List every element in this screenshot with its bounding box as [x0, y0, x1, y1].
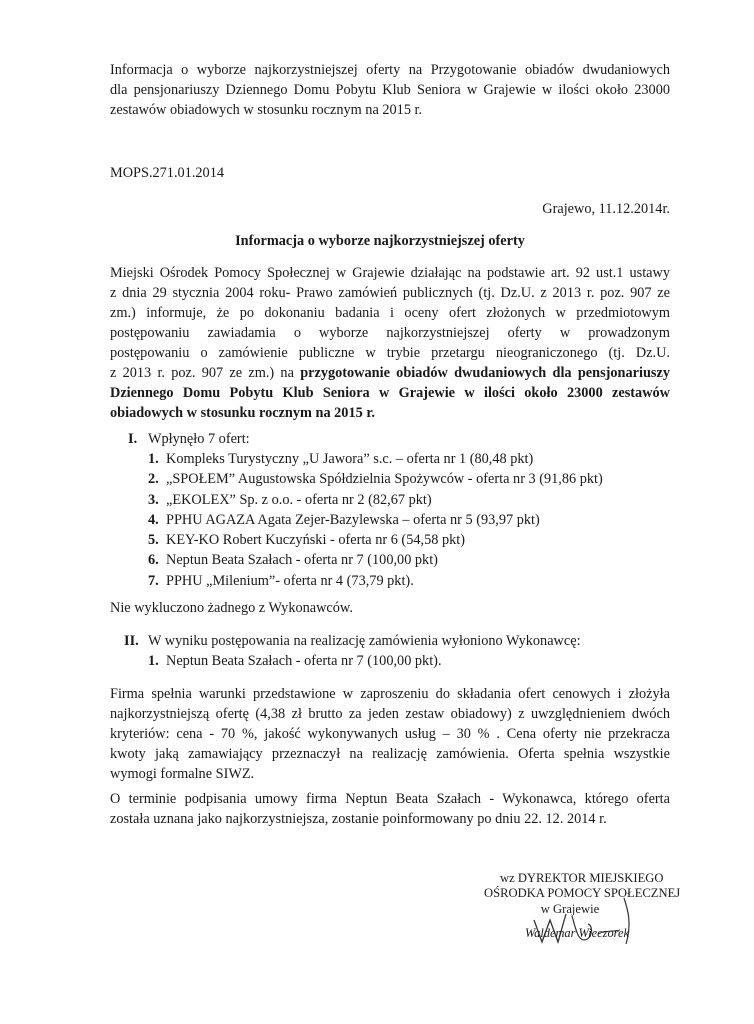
- intro-line: zm.) informuje, że po dokonaniu badania i oceny ofert złożonych w przedmiotowym: [110, 305, 670, 321]
- winner-number: 1.: [148, 653, 159, 669]
- section-1-heading: Wpłynęło 7 ofert:: [148, 431, 250, 447]
- section-2-numeral: II.: [124, 633, 139, 649]
- no-exclusion-note: Nie wykluczono żadnego z Wykonawców.: [110, 600, 353, 616]
- offer-item: [148, 490, 688, 510]
- header-line: Informacja o wyborze najkorzystniejszej oferty na Przygotowanie obiadów dwudaniowych: [110, 62, 670, 78]
- winner-list: [148, 651, 688, 671]
- offer-item: [148, 530, 688, 550]
- offer-number: 1.: [148, 451, 159, 467]
- intro-line: Miejski Ośrodek Pomocy Społecznej w Grajewie działając na podstawie art. 92 ust.1 ustawy: [110, 265, 670, 281]
- place-date: Grajewo, 11.12.2014r.: [542, 201, 670, 217]
- document-header: [110, 60, 670, 120]
- offers-list: [148, 449, 688, 591]
- intro-line-mixed: [110, 363, 670, 383]
- offer-number: 2.: [148, 471, 159, 488]
- offer-item: [148, 449, 688, 469]
- header-line: dla pensjonariuszy Dziennego Domu Pobytu Klub Seniora w Grajewie w ilości około 23000: [110, 82, 670, 98]
- reference-number: MOPS.271.01.2014: [110, 165, 224, 181]
- offer-number: 5.: [148, 532, 159, 549]
- offer-number: 6.: [148, 552, 159, 569]
- handwritten-signature-icon: [528, 890, 648, 950]
- intro-bold-fragment: przygotowanie obiadów dwudaniowych dla pensjonariuszy: [300, 365, 670, 381]
- title-text: Informacja o wyborze najkorzystniejszej oferty: [235, 233, 525, 249]
- stamp-line-2: OŚRODKA POMOCY SPOŁECZNEJ: [484, 886, 681, 900]
- intro-paragraph: [110, 263, 670, 423]
- winner-item: [148, 651, 688, 671]
- criteria-paragraph: [110, 684, 670, 784]
- offer-number: 4.: [148, 511, 159, 528]
- offer-text: KEY-KO Robert Kuczyński - oferta nr 6 (54,58 pkt): [166, 532, 465, 549]
- section-1-numeral: I.: [128, 431, 138, 447]
- signatory-name-text: Waldemar Wieczorek: [524, 926, 630, 940]
- stamp-line-1: wz DYREKTOR MIEJSKIEGO: [500, 871, 664, 885]
- intro-line: postępowaniu o zamówienie publiczne w trybie przetargu nieograniczonego (tj. Dz.U.: [110, 345, 670, 361]
- offer-item: [148, 571, 688, 591]
- document-title: [80, 231, 680, 251]
- offer-item: [148, 469, 688, 489]
- intro-line: postępowaniu zawiadamia o wyborze najkorzystniejszej oferty w prowadzonym: [110, 325, 670, 341]
- intro-bold-line: obiadowych w stosunku rocznym na 2015 r.: [110, 405, 375, 421]
- intro-bold-line: Dziennego Domu Pobytu Klub Seniora w Grajewie w ilości około 23000 zestawów: [110, 385, 670, 401]
- signing-line: została uznana jako najkorzystniejsza, zostanie poinformowany po dniu 22. 12. 2014 r.: [110, 811, 607, 827]
- offer-text: „SPOŁEM” Augustowska Spółdzielnia Spożywców - oferta nr 3 (91,86 pkt): [166, 471, 603, 488]
- stamp-line-3: w Grajewie: [540, 902, 600, 916]
- criteria-line: kryteriów: cena - 70 %, jakość wykonywanych usług – 30 % . Cena oferty nie przekracza: [110, 726, 670, 742]
- offer-number: 7.: [148, 572, 159, 589]
- intro-plain-fragment: z 2013 r. poz. 907 ze zm.) na: [110, 365, 301, 381]
- offer-text: PPHU AGAZA Agata Zejer-Bazylewska – oferta nr 5 (93,97 pkt): [166, 511, 540, 528]
- criteria-line: kwoty jaką zamawiający przeznaczył na realizację zamówienia. Oferta spełnia wszystkie: [110, 746, 670, 762]
- criteria-line: Firma spełnia warunki przedstawione w zaproszeniu do składania ofert cenowych i złożyła: [110, 686, 670, 702]
- offer-text: Neptun Beata Szałach - oferta nr 7 (100,00 pkt): [166, 552, 438, 569]
- criteria-line: najkorzystniejszą ofertę (4,38 zł brutto za jeden zestaw obiadowy) z uwzględnieniem dwóch: [110, 706, 670, 722]
- header-line: zestawów obiadowych w stosunku rocznym na 2015 r.: [110, 102, 423, 118]
- offer-number: 3.: [148, 491, 159, 508]
- signing-paragraph: [110, 789, 670, 829]
- offer-text: „EKOLEX” Sp. z o.o. - oferta nr 2 (82,67 pkt): [166, 491, 432, 508]
- signatory-name: [512, 926, 642, 941]
- signing-line: O terminie podpisania umowy firma Neptun Beata Szałach - Wykonawca, którego oferta: [110, 791, 670, 807]
- offer-text: PPHU „Milenium”- oferta nr 4 (73,79 pkt).: [166, 572, 414, 589]
- offer-item: [148, 550, 688, 570]
- offer-item: [148, 510, 688, 530]
- offer-text: Kompleks Turystyczny „U Jawora” s.c. – oferta nr 1 (80,48 pkt): [166, 451, 534, 467]
- winner-text: Neptun Beata Szałach - oferta nr 7 (100,00 pkt).: [166, 653, 442, 669]
- section-2-heading: W wyniku postępowania na realizację zamówienia wyłoniono Wykonawcę:: [148, 633, 581, 649]
- criteria-line: wymogi formalne SIWZ.: [110, 766, 255, 782]
- intro-line: z dnia 29 stycznia 2004 roku- Prawo zamówień publicznych (tj. Dz.U. z 2013 r. poz. 907 ze: [110, 285, 670, 301]
